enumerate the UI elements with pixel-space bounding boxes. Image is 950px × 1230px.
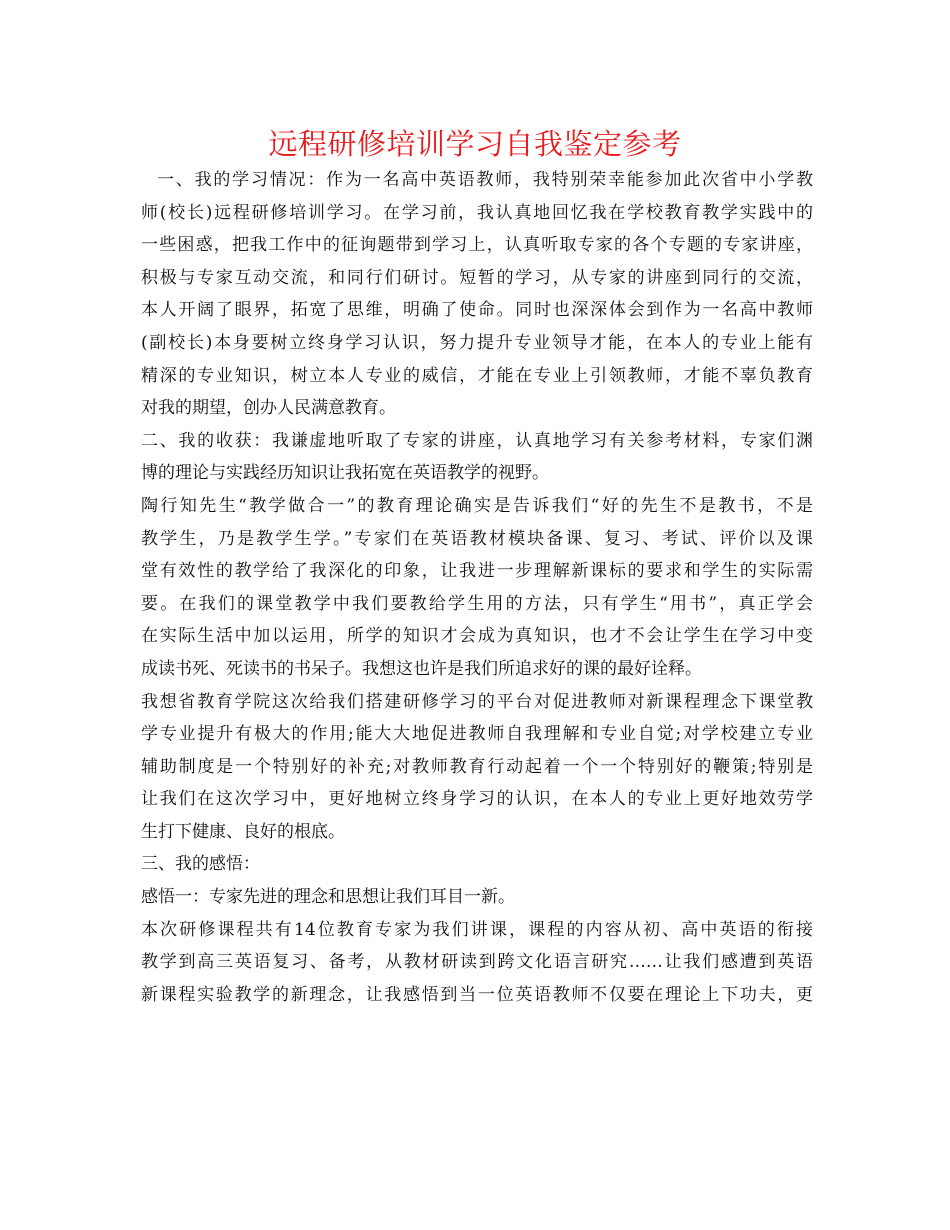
text-line: 要。在我们的课堂教学中我们要教给学生用的方法，只有学生“用书”，真正学会 [141,593,813,614]
text-line: 教学生，乃是教学生学。”专家们在英语教材模块备课、复习、考试、评价以及课 [141,528,813,549]
text-line: (副校长)本身要树立终身学习认识，努力提升专业领导才能，在本人的专业上能有 [141,332,813,353]
text-line: 教学到高三英语复习、备考，从教材研读到跨文化语言研究……让我们感遭到英语 [141,952,813,973]
text-line: 让我们在这次学习中，更好地树立终身学习的认识，在本人的专业上更好地效劳学 [141,789,813,810]
text-line: 感悟一：专家先进的理念和思想让我们耳目一新。 [141,887,515,908]
text-line: 二、我的收获：我谦虚地听取了专家的讲座，认真地学习有关参考材料，专家们渊 [141,430,813,451]
text-line: 本人开阔了眼界，拓宽了思维，明确了使命。同时也深深体会到作为一名高中教师 [141,300,813,321]
text-line: 成读书死、死读书的书呆子。我想这也许是我们所追求好的课的最好诠释。 [141,658,702,679]
text-line: 博的理论与实践经历知识让我拓宽在英语教学的视野。 [141,463,549,484]
text-line: 在实际生活中加以运用，所学的知识才会成为真知识，也才不会让学生在学习中变 [141,626,813,647]
text-line: 生打下健康、良好的根底。 [141,821,345,842]
text-line: 精深的专业知识，树立本人专业的威信，才能在专业上引领教师，才能不辜负教育 [141,365,813,386]
document-body [141,164,813,1011]
text-line: 积极与专家互动交流，和同行们研讨。短暂的学习，从专家的讲座到同行的交流， [141,267,813,288]
text-line: 一、我的学习情况：作为一名高中英语教师，我特别荣幸能参加此次省中小学教 [157,170,813,190]
text-line: 陶行知先生“教学做合一”的教育理论确实是告诉我们“好的先生不是教书，不是 [141,495,813,516]
text-line: 我想省教育学院这次给我们搭建研修学习的平台对促进教师对新课程理念下课堂教 [141,691,813,712]
text-line: 学专业提升有极大的作用;能大大地促进教师自我理解和专业自觉;对学校建立专业 [141,724,813,745]
text-line: 辅助制度是一个特别好的补充;对教师教育行动起着一个一个特别好的鞭策;特别是 [141,756,813,777]
text-line: 本次研修课程共有14位教育专家为我们讲课，课程的内容从初、高中英语的衔接 [141,919,813,940]
text-line: 堂有效性的教学给了我深化的印象，让我进一步理解新课标的要求和学生的实际需 [141,561,813,582]
document-title: 远程研修培训学习自我鉴定参考 [268,127,682,161]
text-line: 新课程实验教学的新理念，让我感悟到当一位英语教师不仅要在理论上下功夫，更 [141,984,813,1005]
text-line: 师(校长)远程研修培训学习。在学习前，我认真地回忆我在学校教育教学实践中的 [141,202,813,223]
text-line: 一些困惑，把我工作中的征询题带到学习上，认真听取专家的各个专题的专家讲座， [141,235,813,256]
text-line: 对我的期望，创办人民满意教育。 [141,398,396,419]
text-line: 三、我的感悟： [141,854,260,875]
